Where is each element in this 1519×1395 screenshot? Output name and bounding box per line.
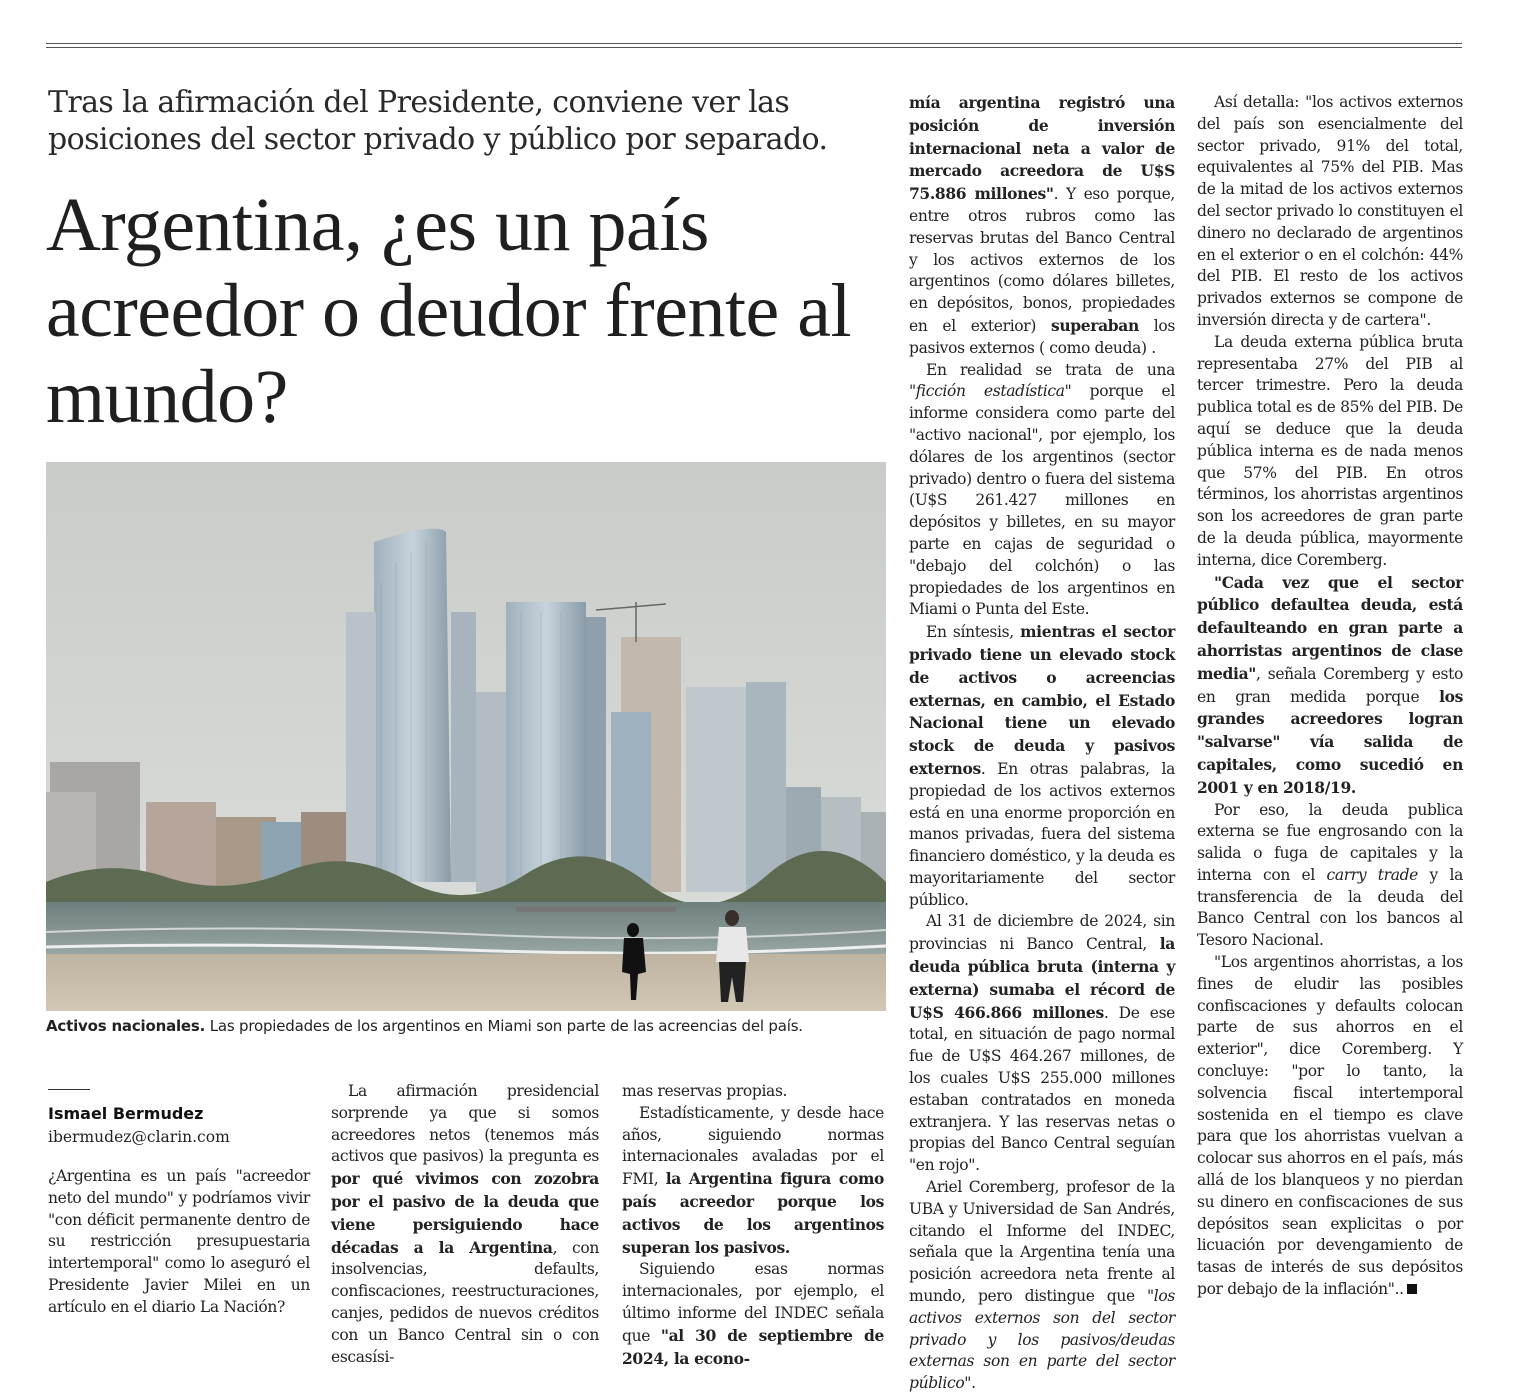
- beach-skyline-photo: [46, 462, 886, 1011]
- bold-text: por qué vivimos con zozobra por el pasivo de la deuda que viene persiguiendo hace décadas a la Argentina: [331, 1169, 599, 1257]
- text: "Los argentinos ahorristas, a los fines de eludir las posibles confiscaciones y defaults colocan parte de sus ahorros en el exterior", dice Coremberg. Y concluye: "por lo tanto, la solvencia fiscal intertemporal sostenida en el tiempo es clave para que los ahorristas vuelvan a colocar sus ahorros en el país, más allá de los blanqueos y no pierdan su dinero en confiscaciones de sus depósitos sean explicitas o por licuación por devengamiento de tasas de interés de sus depósitos por debajo de la inflación"..: [1197, 953, 1463, 1299]
- bold-text: la Argentina figura como país acreedor porque los activos de los argentinos superan los pasivos.: [622, 1169, 884, 1257]
- paragraph: La deuda externa pública bruta representaba 27% del PIB al tercer trimestre. Pero la deuda publica total es de 85% del PIB. De aquí se deduce que la deuda pública interna es de nada menos que 57% del PIB. En otros términos, los ahorristas argentinos son los acreedores de gran parte de la deuda pública, mayormente interna, dice Coremberg.: [1197, 332, 1463, 569]
- text: .: [971, 1374, 976, 1393]
- text: En síntesis,: [926, 623, 1021, 642]
- paragraph: [909, 621, 1175, 911]
- column-2: [331, 1081, 599, 1368]
- italic-text: carry trade: [1326, 865, 1419, 884]
- photo-caption: [46, 1016, 886, 1036]
- top-rule-2: [46, 47, 1462, 48]
- paragraph: [909, 92, 1175, 360]
- caption-text: Las propiedades de los argentinos en Miami son parte de las acreencias del país.: [205, 1017, 803, 1035]
- paragraph: Así detalla: "los activos externos del país son esencialmente del sector privado, 91% del total, equivalentes al 75% del PIB. Mas de la mitad de los activos externos del sector privado lo constituyen el dinero no declarado de argentinos en el exterior o en el colchón: 44% del PIB. El resto de los activos privados externos se compone de inversión directa y de cartera".: [1197, 93, 1463, 329]
- headline: Argentina, ¿es un país acreedor o deudor frente al mundo?: [46, 183, 852, 439]
- text: . En otras palabras, la propiedad de los activos externos está en una enorme proporción en manos privadas, fuera del sistema financiero doméstico, y la deuda es mayoritariamente del sector público.: [909, 759, 1175, 909]
- column-3: [622, 1081, 884, 1370]
- text: Por eso, la deuda publica externa se fue engrosando con la salida o fuga de capitales y la interna con el: [1197, 800, 1463, 884]
- italic-text: "los activos externos son del sector privado y los pasivos/deudas externas son en parte del sector público": [909, 1287, 1175, 1393]
- italic-text: "ficción estadística": [909, 382, 1072, 401]
- text: , señala Coremberg y esto en gran medida porque: [1197, 664, 1463, 706]
- bold-text: la deuda pública bruta (interna y externa) sumaba el récord de U$S 466.866 millones: [909, 934, 1175, 1022]
- top-rule: [46, 43, 1462, 44]
- text: , con insolvencias, defaults, confiscaciones, reestructuraciones, canjes, pedidos de nuevos créditos con un Banco Central sin o con escasísi-: [331, 1238, 599, 1366]
- text: los pasivos externos ( como deuda) .: [909, 316, 1175, 357]
- text: Ariel Coremberg, profesor de la UBA y Universidad de San Andrés, citando el Informe del INDEC, señala que la Argentina tenía una posición acreedora neta frente al mundo, pero distingue que: [909, 1178, 1175, 1306]
- column-4: [909, 92, 1175, 1395]
- caption-label: Activos nacionales.: [46, 1017, 206, 1035]
- paragraph: [331, 1081, 599, 1368]
- paragraph: [1197, 800, 1463, 953]
- text: Siguiendo esas normas internacionales, por ejemplo, el último informe del INDEC señala que: [622, 1260, 884, 1345]
- paragraph: ¿Argentina es un país "acreedor neto del mundo" y podríamos vivir "con déficit permanente dentro de su restricción presupuestaria intertemporal" como lo aseguró el Presidente Javier Milei en un artículo en el diario La Nación?: [48, 1167, 310, 1316]
- column-1: [48, 1166, 310, 1319]
- author-email[interactable]: ibermudez@clarin.com: [48, 1128, 230, 1146]
- bold-text: superaban: [1050, 315, 1139, 335]
- text: . De ese total, en situación de pago normal fue de U$S 464.267 millones, de los cuales U$S 255.000 millones estaban contratados en moneda extranjera. Y las reservas netas o propias del Banco Central seguían "en rojo".: [909, 1003, 1175, 1175]
- paragraph: [1197, 952, 1463, 1301]
- paragraph: mas reservas propias.: [622, 1082, 788, 1100]
- paragraph: [909, 911, 1175, 1177]
- bold-text: mientras el sector privado tiene un elevado stock de activos o acreencias externas, en cambio, el Estado Nacional tiene un elevado stock de deuda y pasivos externos: [909, 622, 1175, 778]
- byline-rule: [48, 1089, 90, 1090]
- end-square-icon: [1407, 1284, 1417, 1294]
- text: porque el informe considera como parte del "activo nacional", por ejemplo, los dólares de los argentinos (sector privado) dentro o fuera del sistema (U$S 261.427 millones en depósitos y billetes, en su mayor parte en cajas de seguridad o "debajo del colchón) o las propiedades de los argentinos en Miami o Punta del Este.: [909, 382, 1175, 619]
- text: La afirmación presidencial sorprende ya que si somos acreedores netos (tenemos más activos que pasivos) la pregunta es: [331, 1082, 599, 1166]
- kicker: Tras la afirmación del Presidente, conviene ver las posiciones del sector privado y público por separado.: [48, 85, 828, 157]
- paragraph: [909, 1177, 1175, 1395]
- paragraph: [622, 1103, 884, 1260]
- bold-text: "Cada vez que el sector público defaultea deuda, está defaulteando en gran parte a ahorristas argentinos de clase media": [1197, 572, 1463, 683]
- column-5: [1197, 92, 1463, 1301]
- text: En realidad se trata de una: [926, 360, 1175, 379]
- paragraph: [909, 360, 1175, 622]
- bold-text: "al 30 de septiembre de 2024, la econo-: [622, 1325, 884, 1368]
- text: y la transferencia de la deuda del Banco Central con los bancos al Tesoro Nacional.: [1197, 865, 1463, 950]
- text: Estadísticamente, y desde hace años, siguiendo normas internacionales avaladas por el FMI,: [622, 1103, 884, 1189]
- paragraph: [1197, 572, 1463, 800]
- paragraph: [622, 1259, 884, 1370]
- bold-text: los grandes acreedores logran "salvarse" vía salida de capitales, como sucedió en 2001 y en 2018/19.: [1197, 686, 1463, 797]
- text: . Y eso porque, entre otros rubros como las reservas brutas del Banco Central y los activos externos de los argentinos (como dólares billetes, en depósitos, bonos, propiedades en el exterior): [909, 185, 1175, 335]
- text: Al 31 de diciembre de 2024, sin provincias ni Banco Central,: [909, 912, 1175, 954]
- bold-text: mía argentina registró una posición de inversión internacional neta a valor de mercado acreedora de U$S 75.886 millones": [909, 93, 1175, 204]
- author-name: Ismael Bermudez: [48, 1104, 204, 1123]
